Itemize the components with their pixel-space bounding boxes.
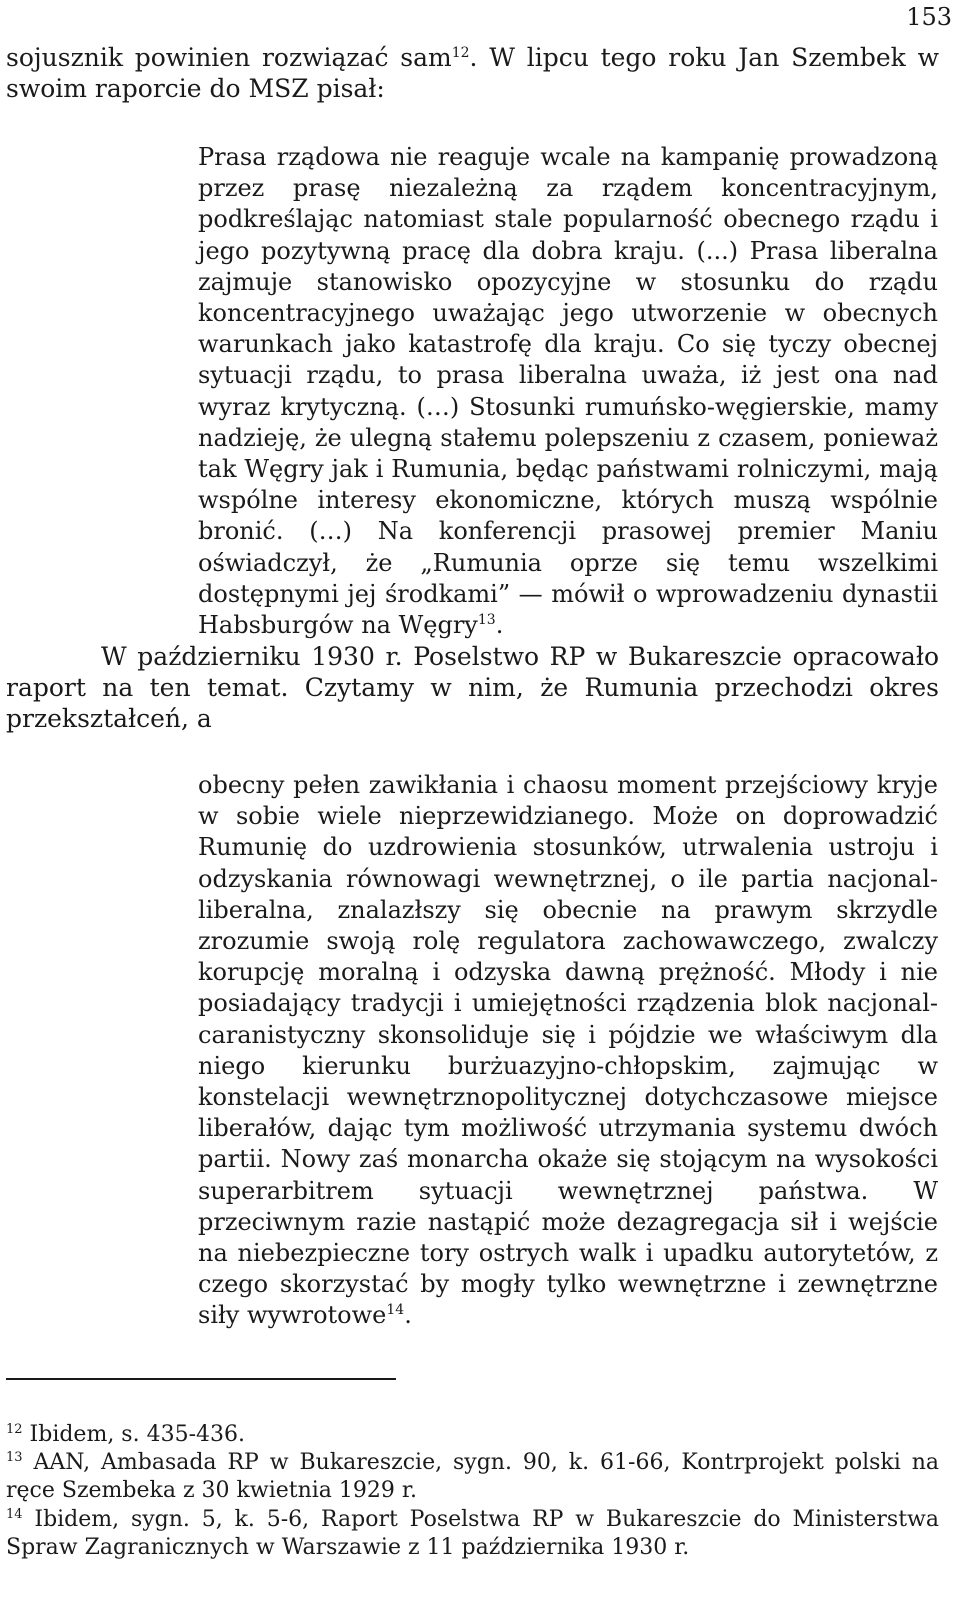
footnote-13: [6, 1449, 939, 1505]
quote-text: .: [404, 1301, 412, 1330]
footnote-separator: [6, 1378, 396, 1380]
footnote-text: Ibidem, s. 435-436.: [22, 1422, 245, 1447]
page-number: 153: [906, 3, 952, 31]
footnote-number: 14: [6, 1506, 23, 1522]
body-paragraph-2: W październiku 1930 r. Poselstwo RP w Bukareszcie opracowało raport na ten temat. Czytamy w nim, że Rumunia przechodzi okres przekształceń, a: [6, 642, 939, 733]
footnote-reference-13[interactable]: 13: [477, 612, 496, 629]
block-quote-2: [198, 770, 938, 1332]
footnotes-section: [6, 1421, 939, 1562]
body-paragraph-1: [6, 42, 939, 104]
footnote-14: [6, 1506, 939, 1562]
quote-text: obecny pełen zawikłania i chaosu moment przejściowy kryje w sobie wiele nieprzewidzianego. Może on doprowadzić Rumunię do uzdrowienia stosunków, utrwalenia ustroju i odzyskania równowagi wewnętrznej, o ile partia nacjonal-liberalna, znalazłszy się obecnie na prawym skrzydle zrozumie swoją rolę regulatora zachowawczego, zwalczy korupcję moralną i odzyska dawną prężność. Młody i nie posiadający tradycji i umiejętności rządzenia blok nacjonal-caranistyczny skonsoliduje się i pójdzie we właściwym dla niego kierunku burżuazyjno-chłopskim, zajmując w konstelacji wewnętrznopolitycznej dotychczasowe miejsce liberałów, dając tym możliwość utrzymania systemu dwóch partii. Nowy zaś monarcha okaże się stojącym na wysokości superarbitrem sytuacji wewnętrznej państwa. W przeciwnym razie nastąpić może dezagregacja sił i wejście na niebezpieczne tory ostrych walk i upadku autorytetów, z czego skorzystać by mogły tylko wewnętrzne i zewnętrzne siły wywrotowe: [198, 771, 938, 1330]
footnote-text: AAN, Ambasada RP w Bukareszcie, sygn. 90, k. 61-66, Kontrprojekt polski na ręce Szembeka z 30 kwietnia 1929 r.: [6, 1450, 939, 1504]
paragraph-text: sojusznik powinien rozwiązać sam: [6, 43, 452, 72]
block-quote-1: [198, 142, 938, 641]
footnote-reference-12[interactable]: 12: [451, 45, 470, 61]
footnote-reference-14[interactable]: 14: [386, 1302, 405, 1319]
footnote-text: Ibidem, sygn. 5, k. 5-6, Raport Poselstwa RP w Bukareszcie do Ministerstwa Spraw Zagranicznych w Warszawie z 11 października 1930 r.: [6, 1506, 939, 1560]
paragraph-text: . W lipcu tego roku Jan Szembek w swoim raporcie do MSZ pisał:: [6, 43, 939, 103]
quote-text: Prasa rządowa nie reaguje wcale na kampanię prowadzoną przez prasę niezależną za rządem koncentracyjnym, podkreślając natomiast stale popularność obecnego rządu i jego pozytywną pracę dla dobra kraju. (...) Prasa liberalna zajmuje stanowisko opozycyjne w stosunku do rządu koncentracyjnego uważając jego utworzenie w obecnych warunkach jako katastrofę dla kraju. Co się tyczy obecnej sytuacji rządu, to prasa liberalna uważa, iż jest ona nad wyraz krytyczną. (…) Stosunki rumuńsko-węgierskie, mamy nadzieję, że ulegną stałemu polepszeniu z czasem, ponieważ tak Węgry jak i Rumunia, będąc państwami rolniczymi, mają wspólne interesy ekonomiczne, których muszą wspólnie bronić. (…) Na konferencji prasowej premier Maniu oświadczył, że „Rumunia oprze się temu wszelkimi dostępnymi jej środkami” — mówił o wprowadzeniu dynastii Habsburgów na Węgry: [198, 143, 938, 640]
footnote-number: 13: [6, 1450, 23, 1466]
footnote-12: [6, 1421, 939, 1449]
footnote-number: 12: [6, 1422, 23, 1437]
quote-text: .: [495, 611, 504, 640]
